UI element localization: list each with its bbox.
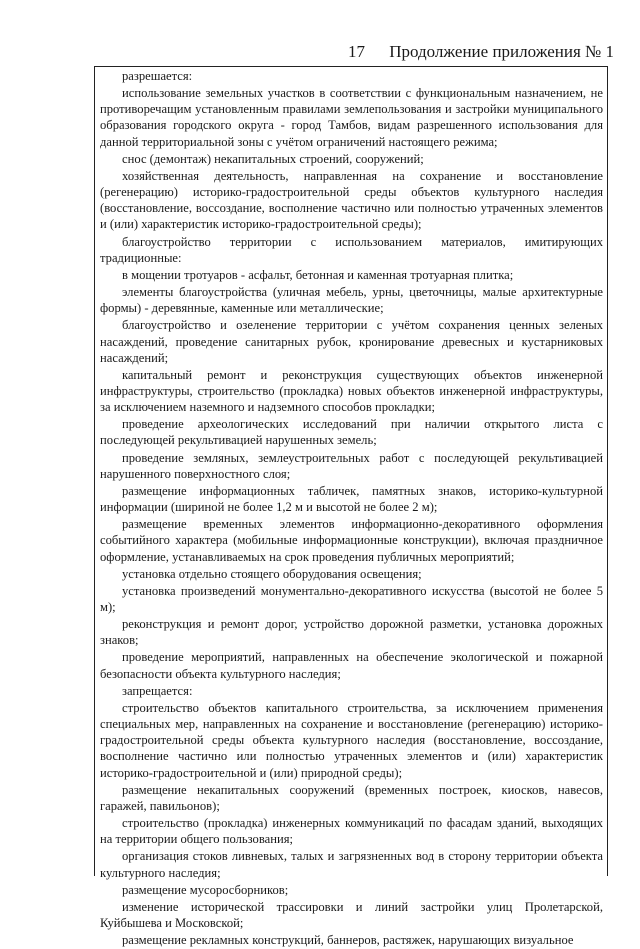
paragraph: размещение информационных табличек, памятных знаков, историко-культурной информации (шириной не более 1,2 м и высотой не более 2 м); <box>100 483 603 515</box>
section-heading-allowed: разрешается: <box>122 69 193 83</box>
paragraph: размещение мусоросборников; <box>122 882 289 897</box>
paragraph: элементы благоустройства (уличная мебель, урны, цветочницы, малые архитектурные формы) - деревянные, каменные или металлические; <box>100 285 603 316</box>
document-body <box>100 68 603 949</box>
paragraph: использование земельных участков в соответствии с функциональным назначением, не противоречащим установленным правилами землепользования и застройки муниципального образования городского округа - город Тамбов, видам разрешенного использования для данной территориальной зоны с учётом ограничений настоящего режима; <box>100 86 603 149</box>
paragraph: организация стоков ливневых, талых и загрязненных вод в сторону территории объекта культурного наследия; <box>100 849 603 880</box>
section-heading-forbidden: запрещается: <box>122 683 193 698</box>
paragraph: изменение исторической трассировки и линий застройки улиц Пролетарской, Куйбышева и Московской; <box>100 899 603 930</box>
paragraph: размещение рекламных конструкций, баннеров, растяжек, нарушающих визуальное <box>122 933 574 948</box>
paragraph: проведение мероприятий, направленных на обеспечение экологической и пожарной безопасности объекта культурного наследия; <box>100 650 603 681</box>
paragraph: размещение временных элементов информационно-декоративного оформления событийного характера (мобильные информационные конструкции), включая праздничное оформление, устанавливаемых на срок проведения публичных мероприятий; <box>100 517 603 564</box>
paragraph: проведение земляных, землеустроительных работ с последующей рекультивацией нарушенного поверхностного слоя; <box>100 450 603 481</box>
page-number: 17 <box>348 42 365 61</box>
paragraph: строительство объектов капитального строительства, за исключением применения специальных мер, направленных на сохранение и восстановление (регенерацию) историко-градостроительной среды объекта культурного наследия (восстановление, воссоздание, восполнение частично или полностью утраченных элементов и (или) характеристик историко-градостроительной и (или) природной среды); <box>100 700 603 780</box>
paragraph: благоустройство территории с использованием материалов, имитирующих традиционные: <box>100 234 603 265</box>
paragraph: размещение некапитальных сооружений (временных построек, киосков, навесов, гаражей, павильонов); <box>100 782 603 813</box>
paragraph: в мощении тротуаров - асфальт, бетонная и каменная тротуарная плитка; <box>122 267 514 282</box>
paragraph: проведение археологических исследований при наличии открытого листа с последующей рекультивацией нарушенных земель; <box>100 417 603 448</box>
paragraph: капитальный ремонт и реконструкция существующих объектов инженерной инфраструктуры, строительство (прокладка) новых объектов инженерной инфраструктуры, за исключением наземного и надземного способов прокладки; <box>100 367 603 415</box>
page-header <box>0 42 640 62</box>
paragraph: установка произведений монументально-декоративного искусства (высотой не более 5 м); <box>100 583 603 614</box>
appendix-note: Продолжение приложения № 1 <box>389 42 614 61</box>
paragraph: благоустройство и озеленение территории с учётом сохранения ценных зеленых насаждений, проведение санитарных рубок, кронирование древесных и кустарниковых насаждений; <box>100 318 603 365</box>
paragraph: снос (демонтаж) некапитальных строений, сооружений; <box>122 151 424 166</box>
paragraph: реконструкция и ремонт дорог, устройство дорожной разметки, установка дорожных знаков; <box>100 617 603 648</box>
paragraph: хозяйственная деятельность, направленная на сохранение и восстановление (регенерацию) историко-градостроительной среды объектов культурного наследия (восстановление, воссоздание, восполнение частично или полностью утраченных элементов и (или) характеристик историко-градостроительной среды); <box>100 168 603 232</box>
paragraph: установка отдельно стоящего оборудования освещения; <box>122 566 422 581</box>
paragraph: строительство (прокладка) инженерных коммуникаций по фасадам зданий, выходящих на территории общего пользования; <box>100 816 603 847</box>
